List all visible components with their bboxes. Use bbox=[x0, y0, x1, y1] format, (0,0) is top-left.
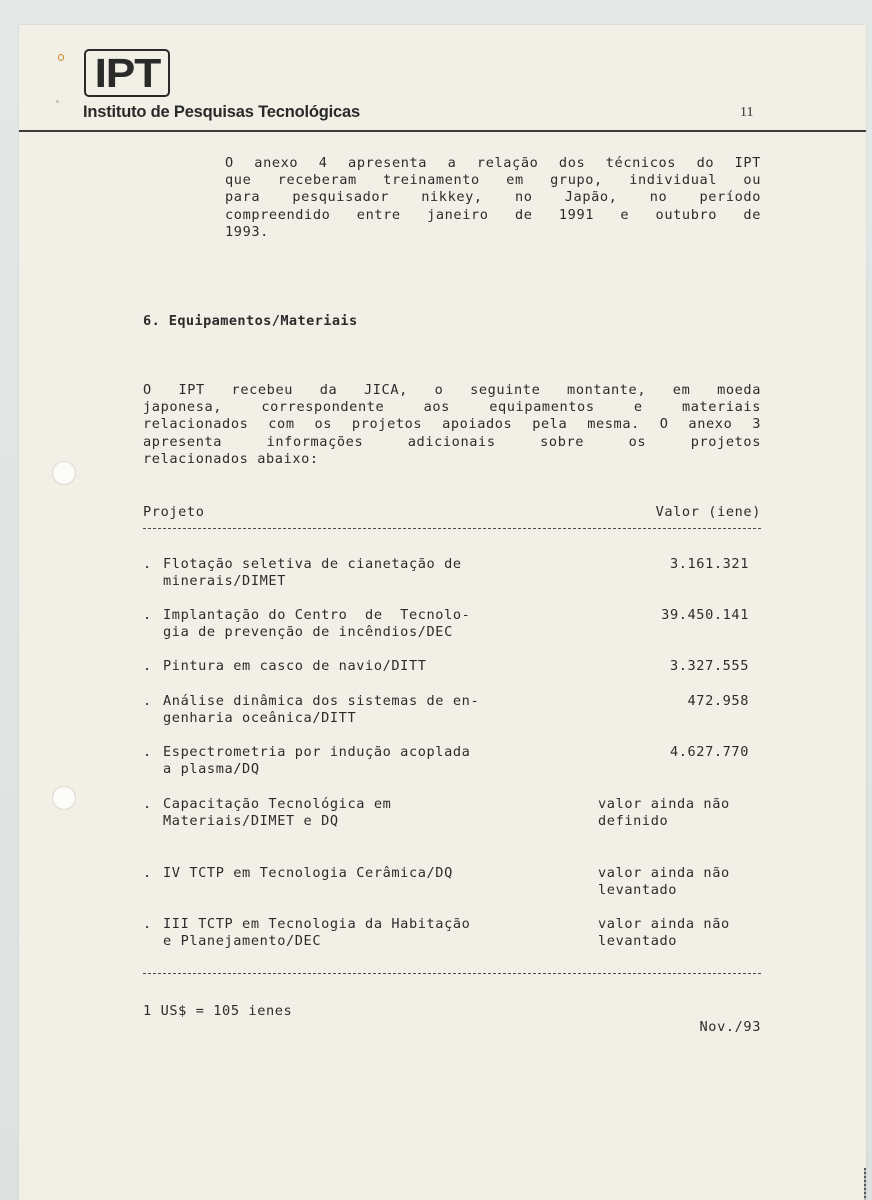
project-description bbox=[163, 607, 533, 642]
project-description bbox=[163, 744, 533, 779]
value-note-line: levantado bbox=[598, 882, 678, 899]
table-bottom-rule bbox=[143, 973, 761, 974]
row-bullet: . bbox=[143, 693, 152, 709]
section-paragraph bbox=[143, 382, 761, 468]
row-bullet: . bbox=[143, 916, 152, 932]
exchange-rate-note: 1 US$ = 105 ienes bbox=[143, 1003, 293, 1019]
paragraph-line: relacionados com os projetos apoiados pela mesma. O anexo 3 bbox=[143, 416, 761, 433]
project-description-line: Espectrometria por indução acoplada bbox=[163, 744, 471, 760]
paragraph-line: 1993. bbox=[225, 223, 269, 240]
project-value-note bbox=[598, 916, 730, 951]
value-note-line: valor ainda não bbox=[598, 865, 730, 881]
project-description-line: e Planejamento/DEC bbox=[163, 933, 322, 950]
project-description-line: Flotação seletiva de cianetação de bbox=[163, 556, 462, 572]
section-title: 6. Equipamentos/Materiais bbox=[143, 313, 358, 329]
paragraph-line: para pesquisador nikkey, no Japão, no período bbox=[225, 189, 761, 206]
ipt-logo bbox=[84, 49, 170, 97]
project-value-note bbox=[598, 865, 730, 900]
project-description-line: genharia oceânica/DITT bbox=[163, 710, 357, 727]
project-description-line: Materiais/DIMET e DQ bbox=[163, 813, 339, 830]
row-bullet: . bbox=[143, 607, 152, 623]
value-note-line: definido bbox=[598, 813, 669, 830]
value-note-line: levantado bbox=[598, 933, 678, 950]
paragraph-line: O anexo 4 apresenta a relação dos técnicos do IPT bbox=[225, 155, 761, 171]
paragraph-line: japonesa, correspondente aos equipamentos e materiais bbox=[143, 399, 761, 416]
project-description bbox=[163, 796, 533, 831]
paragraph-line: que receberam treinamento em grupo, individual ou bbox=[225, 172, 761, 189]
header-divider bbox=[19, 130, 866, 132]
edge-mark bbox=[864, 1168, 866, 1200]
paper-speck bbox=[56, 100, 59, 103]
project-value-note bbox=[598, 796, 730, 831]
logo-text: IPT bbox=[94, 49, 160, 96]
table-header bbox=[143, 504, 761, 522]
project-description-line: III TCTP em Tecnologia da Habitação bbox=[163, 916, 471, 932]
project-value: 472.958 bbox=[687, 693, 749, 709]
project-value: 4.627.770 bbox=[669, 744, 749, 760]
paragraph-line: compreendido entre janeiro de 1991 e outubro de bbox=[225, 206, 761, 223]
paragraph-line: O IPT recebeu da JICA, o seguinte montante, em moeda bbox=[143, 382, 761, 398]
row-bullet: . bbox=[143, 744, 152, 760]
project-description-line: minerais/DIMET bbox=[163, 573, 286, 590]
project-value: 39.450.141 bbox=[661, 607, 749, 623]
project-description bbox=[163, 916, 533, 951]
paragraph-line: apresenta informações adicionais sobre os projetos bbox=[143, 433, 761, 450]
page-number: 11 bbox=[740, 105, 754, 120]
row-bullet: . bbox=[143, 796, 152, 812]
paragraph-line: relacionados abaixo: bbox=[143, 450, 319, 467]
project-description-line: a plasma/DQ bbox=[163, 761, 260, 778]
institution-name: Instituto de Pesquisas Tecnológicas bbox=[83, 103, 360, 121]
project-value: 3.161.321 bbox=[669, 556, 749, 572]
project-description-line: Pintura em casco de navio/DITT bbox=[163, 658, 427, 674]
project-description bbox=[163, 865, 533, 882]
project-description bbox=[163, 658, 533, 675]
document-date: Nov./93 bbox=[699, 1019, 761, 1035]
intro-paragraph bbox=[225, 155, 761, 241]
paper-speck bbox=[58, 54, 64, 61]
column-header-project: Projeto bbox=[143, 504, 205, 520]
project-description bbox=[163, 556, 533, 591]
column-header-value: Valor (iene) bbox=[655, 504, 761, 520]
value-note-line: valor ainda não bbox=[598, 916, 730, 932]
project-description-line: Análise dinâmica dos sistemas de en- bbox=[163, 693, 480, 709]
row-bullet: . bbox=[143, 556, 152, 572]
project-description-line: Capacitação Tecnológica em bbox=[163, 796, 392, 812]
punch-hole bbox=[52, 461, 76, 485]
project-value: 3.327.555 bbox=[669, 658, 749, 674]
table-top-rule bbox=[143, 528, 761, 529]
row-bullet: . bbox=[143, 658, 152, 674]
row-bullet: . bbox=[143, 865, 152, 881]
project-description-line: gia de prevenção de incêndios/DEC bbox=[163, 624, 453, 641]
punch-hole bbox=[52, 786, 76, 810]
project-description-line: Implantação do Centro de Tecnolo- bbox=[163, 607, 471, 623]
project-description bbox=[163, 693, 533, 728]
project-description-line: IV TCTP em Tecnologia Cerâmica/DQ bbox=[163, 865, 453, 881]
value-note-line: valor ainda não bbox=[598, 796, 730, 812]
